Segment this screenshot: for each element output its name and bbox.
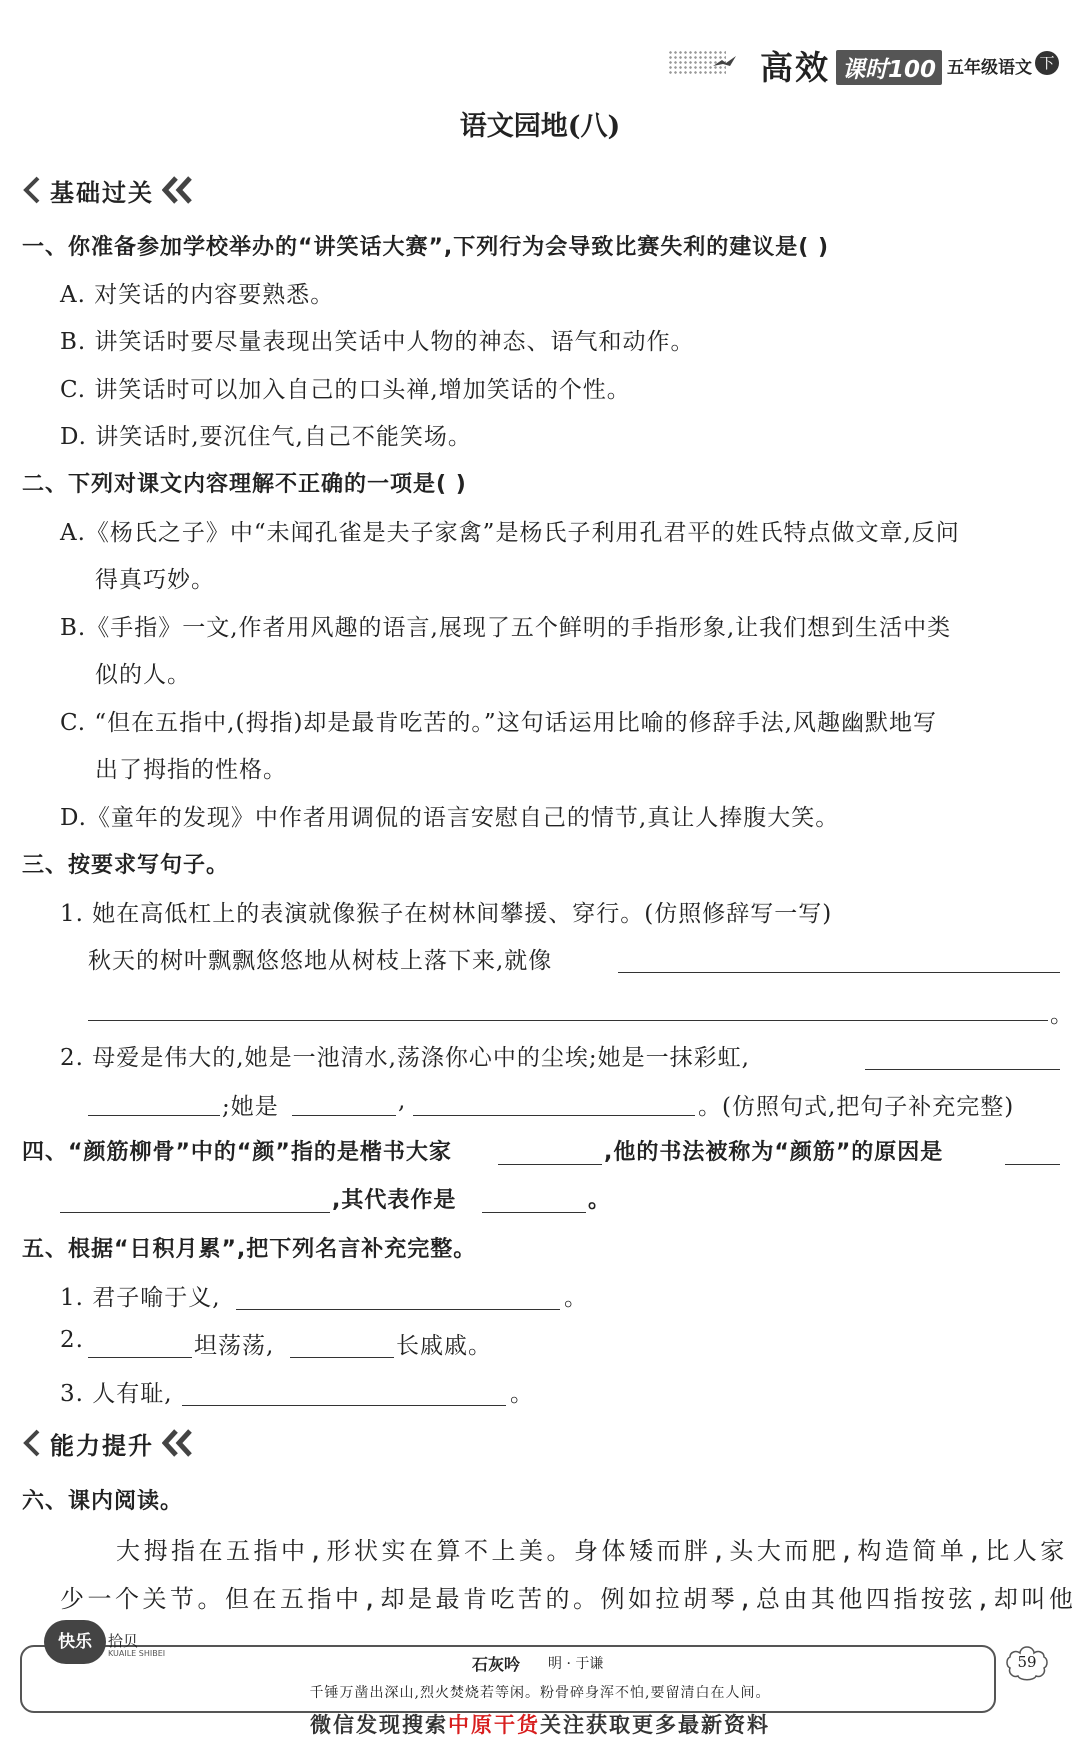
- section-banner-basic: [22, 170, 194, 210]
- poem-text: 千锤万凿出深山,烈火焚烧若等闲。粉骨碎身浑不怕,要留清白在人间。: [309, 1685, 771, 1701]
- page-title: 语文园地(八): [459, 111, 621, 142]
- chevron-left-icon: [22, 1428, 42, 1458]
- answer-blank[interactable]: [236, 1309, 560, 1310]
- q2-option-c-cont: 出了拇指的性格。: [95, 757, 287, 783]
- reading-passage-line-2: 少一个关节。但在五指中,却是最肯吃苦的。例如拉胡琴,总由其他四指按弦,却叫他: [60, 1585, 1077, 1613]
- brand-title: 高效: [760, 48, 830, 87]
- q5-item-2-num: 2.: [60, 1327, 84, 1353]
- poem-title: 石灰吟: [472, 1655, 521, 1674]
- answer-blank[interactable]: [60, 1212, 330, 1213]
- watermark-post: 关注获取更多最新资料: [540, 1713, 770, 1737]
- double-chevron-left-icon: [162, 175, 194, 205]
- answer-blank[interactable]: [88, 1020, 1048, 1021]
- answer-blank[interactable]: [88, 1357, 192, 1358]
- section-banner-ability: [22, 1423, 194, 1463]
- q1-option-d: D. 讲笑话时,要沉住气,自己不能笑场。: [60, 424, 472, 450]
- answer-blank[interactable]: [182, 1405, 506, 1406]
- double-chevron-left-icon: [162, 1428, 194, 1458]
- q1-option-b: B. 讲笑话时要尽量表现出笑话中人物的神态、语气和动作。: [60, 329, 695, 355]
- brand-subtitle: 课时100: [836, 50, 942, 85]
- question-5-stem: 五、根据“日积月累”,把下列名言补充完整。: [22, 1237, 477, 1262]
- q3-sentence-1-end: 。: [1050, 1002, 1074, 1028]
- footer-badge-pinyin: KUAILE SHIBEI: [108, 1649, 166, 1658]
- answer-blank[interactable]: [413, 1115, 695, 1116]
- q5-item-2-end: 长戚戚。: [396, 1333, 492, 1359]
- answer-blank[interactable]: [292, 1115, 396, 1116]
- q2-option-d: D.《童年的发现》中作者用调侃的语言安慰自己的情节,真让人捧腹大笑。: [60, 805, 840, 831]
- q5-item-3: 3. 人有耻,: [60, 1381, 173, 1407]
- q3-sentence-2: 2. 母爱是伟大的,她是一池清水,荡涤你心中的尘埃;她是一抹彩虹,: [60, 1045, 750, 1071]
- q5-item-1-end: 。: [564, 1285, 588, 1311]
- section-title: 能力提升: [50, 1431, 154, 1460]
- q1-option-a: A. 对笑话的内容要熟悉。: [60, 282, 335, 308]
- question-1-stem: 一、你准备参加学校举办的“讲笑话大赛”,下列行为会导致比赛失利的建议是( ): [22, 235, 830, 260]
- answer-blank[interactable]: [88, 1115, 220, 1116]
- q5-item-1: 1. 君子喻于义,: [60, 1285, 221, 1311]
- q5-item-2-mid: 坦荡荡,: [194, 1333, 275, 1359]
- q3-sentence-2-end: 。(仿照句式,把句子补充完整): [698, 1094, 1015, 1120]
- question-2-stem: 二、下列对课文内容理解不正确的一项是( ): [22, 472, 467, 497]
- question-4-stem: 四、“颜筋柳骨”中的“颜”指的是楷书大家: [22, 1140, 452, 1165]
- question-3-stem: 三、按要求写句子。: [22, 853, 230, 878]
- q2-option-a: A.《杨氏之子》中“未闻孔雀是夫子家禽”是杨氏子利用孔君平的姓氏特点做文章,反问: [60, 520, 960, 546]
- answer-blank[interactable]: [482, 1212, 586, 1213]
- answer-blank[interactable]: [1005, 1164, 1060, 1165]
- question-4-part4: 。: [588, 1188, 612, 1213]
- poem-author: 明 · 于谦: [548, 1656, 604, 1672]
- section-title: 基础过关: [50, 178, 154, 207]
- chevron-left-icon: [22, 175, 42, 205]
- q5-item-3-end: 。: [510, 1381, 534, 1407]
- watermark: [0, 1709, 1080, 1739]
- question-4-part2: ,他的书法被称为“颜筋”的原因是: [604, 1140, 944, 1165]
- answer-blank[interactable]: [865, 1069, 1060, 1070]
- page-number-text: 59: [1017, 1653, 1037, 1671]
- footer-badge-label: 拾贝: [108, 1632, 139, 1650]
- volume-badge: 下: [1035, 51, 1059, 75]
- q3-sentence-1: 1. 她在高低杠上的表演就像猴子在树林间攀援、穿行。(仿照修辞写一写): [60, 901, 833, 927]
- answer-blank[interactable]: [498, 1164, 602, 1165]
- q2-option-c: C. “但在五指中,(拇指)却是最肯吃苦的。”这句话运用比喻的修辞手法,风趣幽默地写: [60, 710, 937, 736]
- q3-sentence-1-prompt: 秋天的树叶飘飘悠悠地从树枝上落下来,就像: [88, 948, 553, 974]
- question-6-stem: 六、课内阅读。: [22, 1489, 184, 1514]
- q1-option-c: C. 讲笑话时可以加入自己的口头禅,增加笑话的个性。: [60, 377, 631, 403]
- q2-option-a-cont: 得真巧妙。: [95, 567, 215, 593]
- footer-badge: 快乐: [44, 1620, 106, 1664]
- question-4-part3: ,其代表作是: [332, 1188, 457, 1213]
- reading-passage-line-1: 大拇指在五指中,形状实在算不上美。身体矮而胖,头大而肥,构造简单,比人家: [116, 1537, 1068, 1565]
- q2-option-b-cont: 似的人。: [95, 662, 191, 688]
- watermark-brand: 中原干货: [448, 1713, 540, 1737]
- q3-sentence-2-mid2: ,: [398, 1088, 407, 1114]
- watermark-pre: 微信发现搜索: [310, 1713, 448, 1737]
- answer-blank[interactable]: [290, 1357, 394, 1358]
- answer-blank[interactable]: [618, 972, 1060, 973]
- grade-label: 五年级语文: [947, 58, 1032, 78]
- page-number: [1004, 1644, 1050, 1682]
- q3-sentence-2-mid1: ;她是: [222, 1094, 279, 1120]
- q2-option-b: B.《手指》一文,作者用风趣的语言,展现了五个鲜明的手指形象,让我们想到生活中类: [60, 615, 952, 641]
- bird-icon: [712, 54, 738, 72]
